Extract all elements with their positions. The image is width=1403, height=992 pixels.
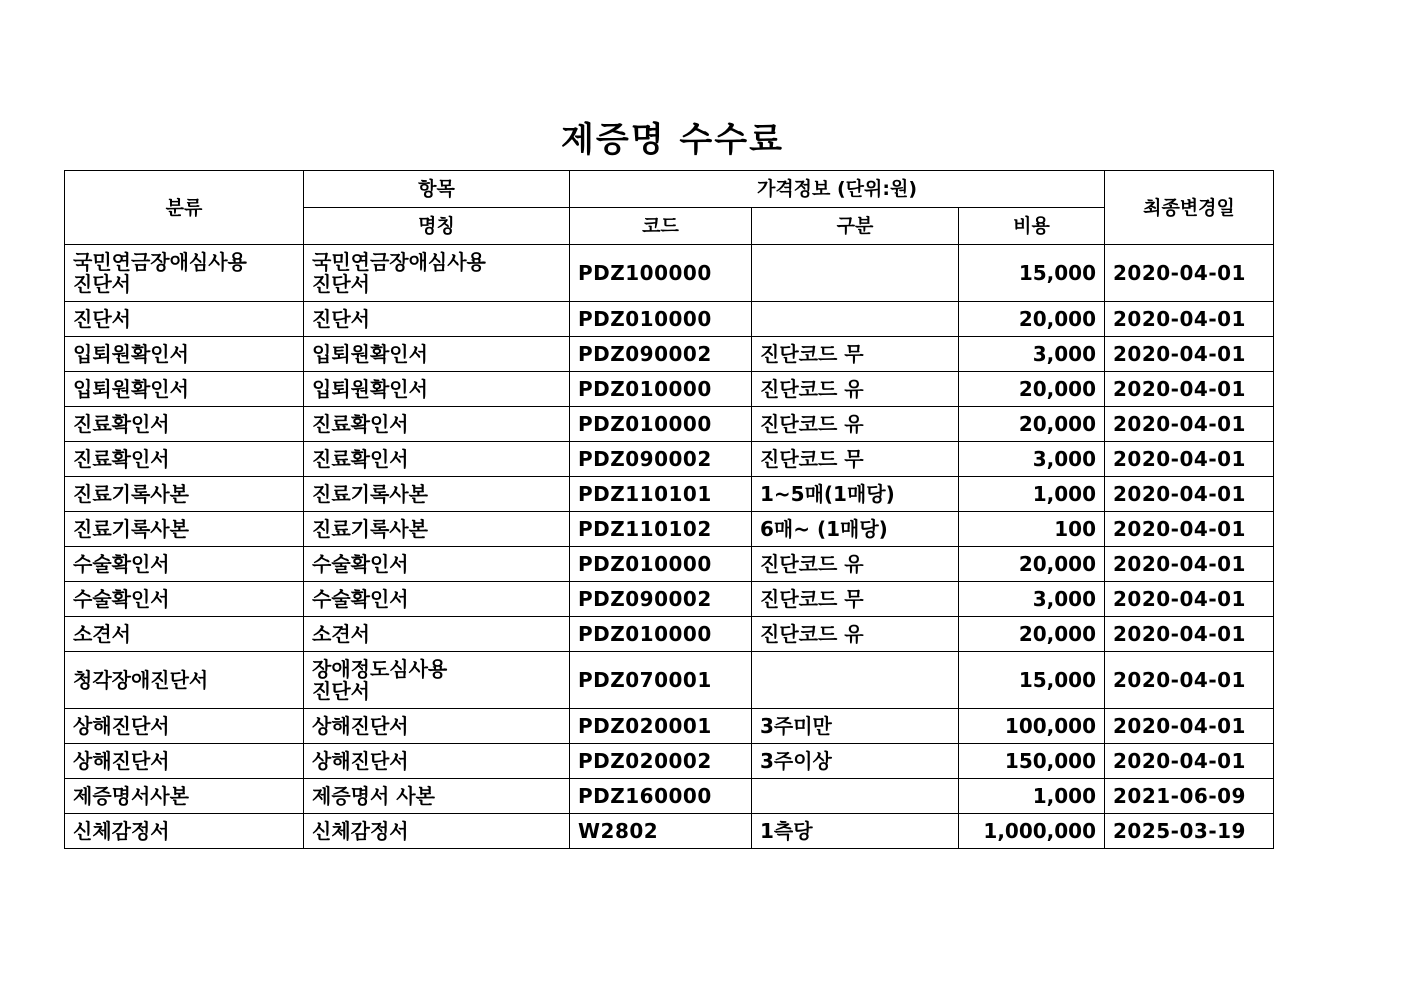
cell-type: 진단코드 무: [752, 582, 959, 617]
cell-name: [304, 477, 570, 512]
header-code: 코드: [570, 208, 752, 245]
cell-category-line: 입퇴원확인서: [73, 342, 189, 366]
cell-type: 진단코드 유: [752, 407, 959, 442]
cell-name-line: 진단서: [312, 679, 370, 703]
header-item-group: 항목: [304, 171, 570, 208]
cell-category: [65, 652, 304, 709]
cell-cost: 100,000: [959, 709, 1105, 744]
cell-code: PDZ090002: [570, 442, 752, 477]
cell-name: [304, 302, 570, 337]
cell-category-line: 진료기록사본: [73, 517, 189, 541]
cell-type: 진단코드 유: [752, 372, 959, 407]
table-row: [65, 582, 1274, 617]
cell-cost: 20,000: [959, 302, 1105, 337]
cell-cost: 15,000: [959, 652, 1105, 709]
cell-cost: 1,000: [959, 779, 1105, 814]
cell-code: PDZ020002: [570, 744, 752, 779]
cell-type: [752, 245, 959, 302]
cell-date: 2020-04-01: [1105, 337, 1274, 372]
cell-cost: 20,000: [959, 372, 1105, 407]
cell-name: [304, 652, 570, 709]
cell-name-line: 진료확인서: [312, 447, 409, 471]
cell-name: [304, 407, 570, 442]
cell-cost: 3,000: [959, 337, 1105, 372]
cell-date: 2020-04-01: [1105, 477, 1274, 512]
table-row: [65, 779, 1274, 814]
cell-code: PDZ010000: [570, 407, 752, 442]
cell-date: 2020-04-01: [1105, 302, 1274, 337]
table-row: [65, 372, 1274, 407]
table-row: [65, 477, 1274, 512]
cell-cost: 20,000: [959, 617, 1105, 652]
cell-category: [65, 372, 304, 407]
cell-code: PDZ010000: [570, 617, 752, 652]
cell-date: 2025-03-19: [1105, 814, 1274, 849]
cell-name: [304, 245, 570, 302]
cell-name: [304, 512, 570, 547]
table-row: [65, 245, 1274, 302]
cell-cost: 100: [959, 512, 1105, 547]
header-category: 분류: [65, 171, 304, 245]
cell-code: PDZ010000: [570, 302, 752, 337]
cell-category: [65, 744, 304, 779]
cell-type: 진단코드 유: [752, 617, 959, 652]
cell-category-line: 진료기록사본: [73, 482, 189, 506]
cell-category-line: 신체감정서: [73, 819, 170, 843]
cell-type: 진단코드 무: [752, 442, 959, 477]
cell-name-line: 진단서: [312, 307, 370, 331]
fee-table-body: [65, 245, 1274, 849]
cell-type: [752, 652, 959, 709]
cell-name-line: 입퇴원확인서: [312, 342, 428, 366]
cell-category-line: 소견서: [73, 622, 131, 646]
cell-category: [65, 709, 304, 744]
cell-code: W2802: [570, 814, 752, 849]
cell-category-line: 청각장애진단서: [73, 668, 209, 692]
cell-name: [304, 617, 570, 652]
cell-date: 2020-04-01: [1105, 442, 1274, 477]
cell-name-line: 입퇴원확인서: [312, 377, 428, 401]
cell-code: PDZ090002: [570, 582, 752, 617]
cell-name: [304, 814, 570, 849]
cell-category: [65, 302, 304, 337]
cell-name-line: 국민연금장애심사용: [312, 250, 486, 274]
cell-name-line: 장애정도심사용: [312, 657, 448, 681]
cell-category-line: 상해진단서: [73, 749, 170, 773]
cell-category-line: 진료확인서: [73, 447, 170, 471]
cell-name-line: 소견서: [312, 622, 370, 646]
cell-name-line: 제증명서 사본: [312, 784, 435, 808]
table-row: [65, 442, 1274, 477]
cell-category: [65, 779, 304, 814]
header-name: 명칭: [304, 208, 570, 245]
fee-table: [64, 170, 1274, 849]
cell-category-line: 수술확인서: [73, 552, 170, 576]
cell-date: 2021-06-09: [1105, 779, 1274, 814]
cell-code: PDZ070001: [570, 652, 752, 709]
cell-category: [65, 617, 304, 652]
cell-name: [304, 337, 570, 372]
cell-type: 3주미만: [752, 709, 959, 744]
cell-cost: 1,000: [959, 477, 1105, 512]
cell-date: 2020-04-01: [1105, 245, 1274, 302]
cell-date: 2020-04-01: [1105, 709, 1274, 744]
cell-category: [65, 407, 304, 442]
cell-category-line: 진단서: [73, 272, 131, 296]
cell-name: [304, 547, 570, 582]
cell-code: PDZ090002: [570, 337, 752, 372]
table-row: [65, 814, 1274, 849]
cell-date: 2020-04-01: [1105, 652, 1274, 709]
cell-name-line: 신체감정서: [312, 819, 409, 843]
cell-date: 2020-04-01: [1105, 512, 1274, 547]
table-row: [65, 407, 1274, 442]
cell-cost: 1,000,000: [959, 814, 1105, 849]
cell-date: 2020-04-01: [1105, 372, 1274, 407]
cell-name: [304, 779, 570, 814]
table-row: [65, 709, 1274, 744]
table-row: [65, 337, 1274, 372]
cell-category: [65, 814, 304, 849]
cell-name-line: 상해진단서: [312, 749, 409, 773]
cell-name: [304, 709, 570, 744]
cell-code: PDZ100000: [570, 245, 752, 302]
header-cost: 비용: [959, 208, 1105, 245]
header-row-top: [65, 171, 1274, 208]
header-type: 구분: [752, 208, 959, 245]
cell-type: 진단코드 유: [752, 547, 959, 582]
table-row: [65, 512, 1274, 547]
cell-code: PDZ010000: [570, 547, 752, 582]
cell-category-line: 제증명서사본: [73, 784, 189, 808]
cell-code: PDZ020001: [570, 709, 752, 744]
table-row: [65, 547, 1274, 582]
cell-category-line: 수술확인서: [73, 587, 170, 611]
cell-cost: 3,000: [959, 442, 1105, 477]
cell-type: 6매~ (1매당): [752, 512, 959, 547]
cell-name-line: 수술확인서: [312, 552, 409, 576]
cell-type: [752, 302, 959, 337]
table-row: [65, 744, 1274, 779]
cell-category: [65, 547, 304, 582]
cell-name-line: 수술확인서: [312, 587, 409, 611]
cell-category: [65, 477, 304, 512]
cell-category: [65, 512, 304, 547]
cell-name-line: 진료기록사본: [312, 482, 428, 506]
cell-type: [752, 779, 959, 814]
cell-category: [65, 245, 304, 302]
table-row: [65, 302, 1274, 337]
cell-category-line: 입퇴원확인서: [73, 377, 189, 401]
cell-code: PDZ160000: [570, 779, 752, 814]
cell-code: PDZ110101: [570, 477, 752, 512]
cell-category-line: 국민연금장애심사용: [73, 250, 247, 274]
cell-date: 2020-04-01: [1105, 744, 1274, 779]
cell-date: 2020-04-01: [1105, 617, 1274, 652]
header-price-group: 가격정보 (단위:원): [570, 171, 1105, 208]
cell-code: PDZ110102: [570, 512, 752, 547]
cell-category-line: 상해진단서: [73, 714, 170, 738]
header-last-modified: 최종변경일: [1105, 171, 1274, 245]
page-title: 제증명 수수료: [561, 120, 784, 160]
cell-code: PDZ010000: [570, 372, 752, 407]
cell-name: [304, 442, 570, 477]
cell-name-line: 상해진단서: [312, 714, 409, 738]
cell-cost: 3,000: [959, 582, 1105, 617]
cell-cost: 15,000: [959, 245, 1105, 302]
cell-date: 2020-04-01: [1105, 582, 1274, 617]
cell-cost: 20,000: [959, 547, 1105, 582]
cell-type: 1~5매(1매당): [752, 477, 959, 512]
cell-name-line: 진료확인서: [312, 412, 409, 436]
cell-name-line: 진단서: [312, 272, 370, 296]
cell-date: 2020-04-01: [1105, 547, 1274, 582]
cell-category: [65, 337, 304, 372]
cell-name: [304, 582, 570, 617]
cell-category: [65, 582, 304, 617]
cell-name: [304, 372, 570, 407]
table-row: [65, 652, 1274, 709]
cell-type: 3주이상: [752, 744, 959, 779]
cell-category-line: 진단서: [73, 307, 131, 331]
cell-type: 진단코드 무: [752, 337, 959, 372]
cell-type: 1측당: [752, 814, 959, 849]
cell-name-line: 진료기록사본: [312, 517, 428, 541]
cell-cost: 20,000: [959, 407, 1105, 442]
cell-category-line: 진료확인서: [73, 412, 170, 436]
cell-name: [304, 744, 570, 779]
table-row: [65, 617, 1274, 652]
cell-date: 2020-04-01: [1105, 407, 1274, 442]
cell-cost: 150,000: [959, 744, 1105, 779]
cell-category: [65, 442, 304, 477]
